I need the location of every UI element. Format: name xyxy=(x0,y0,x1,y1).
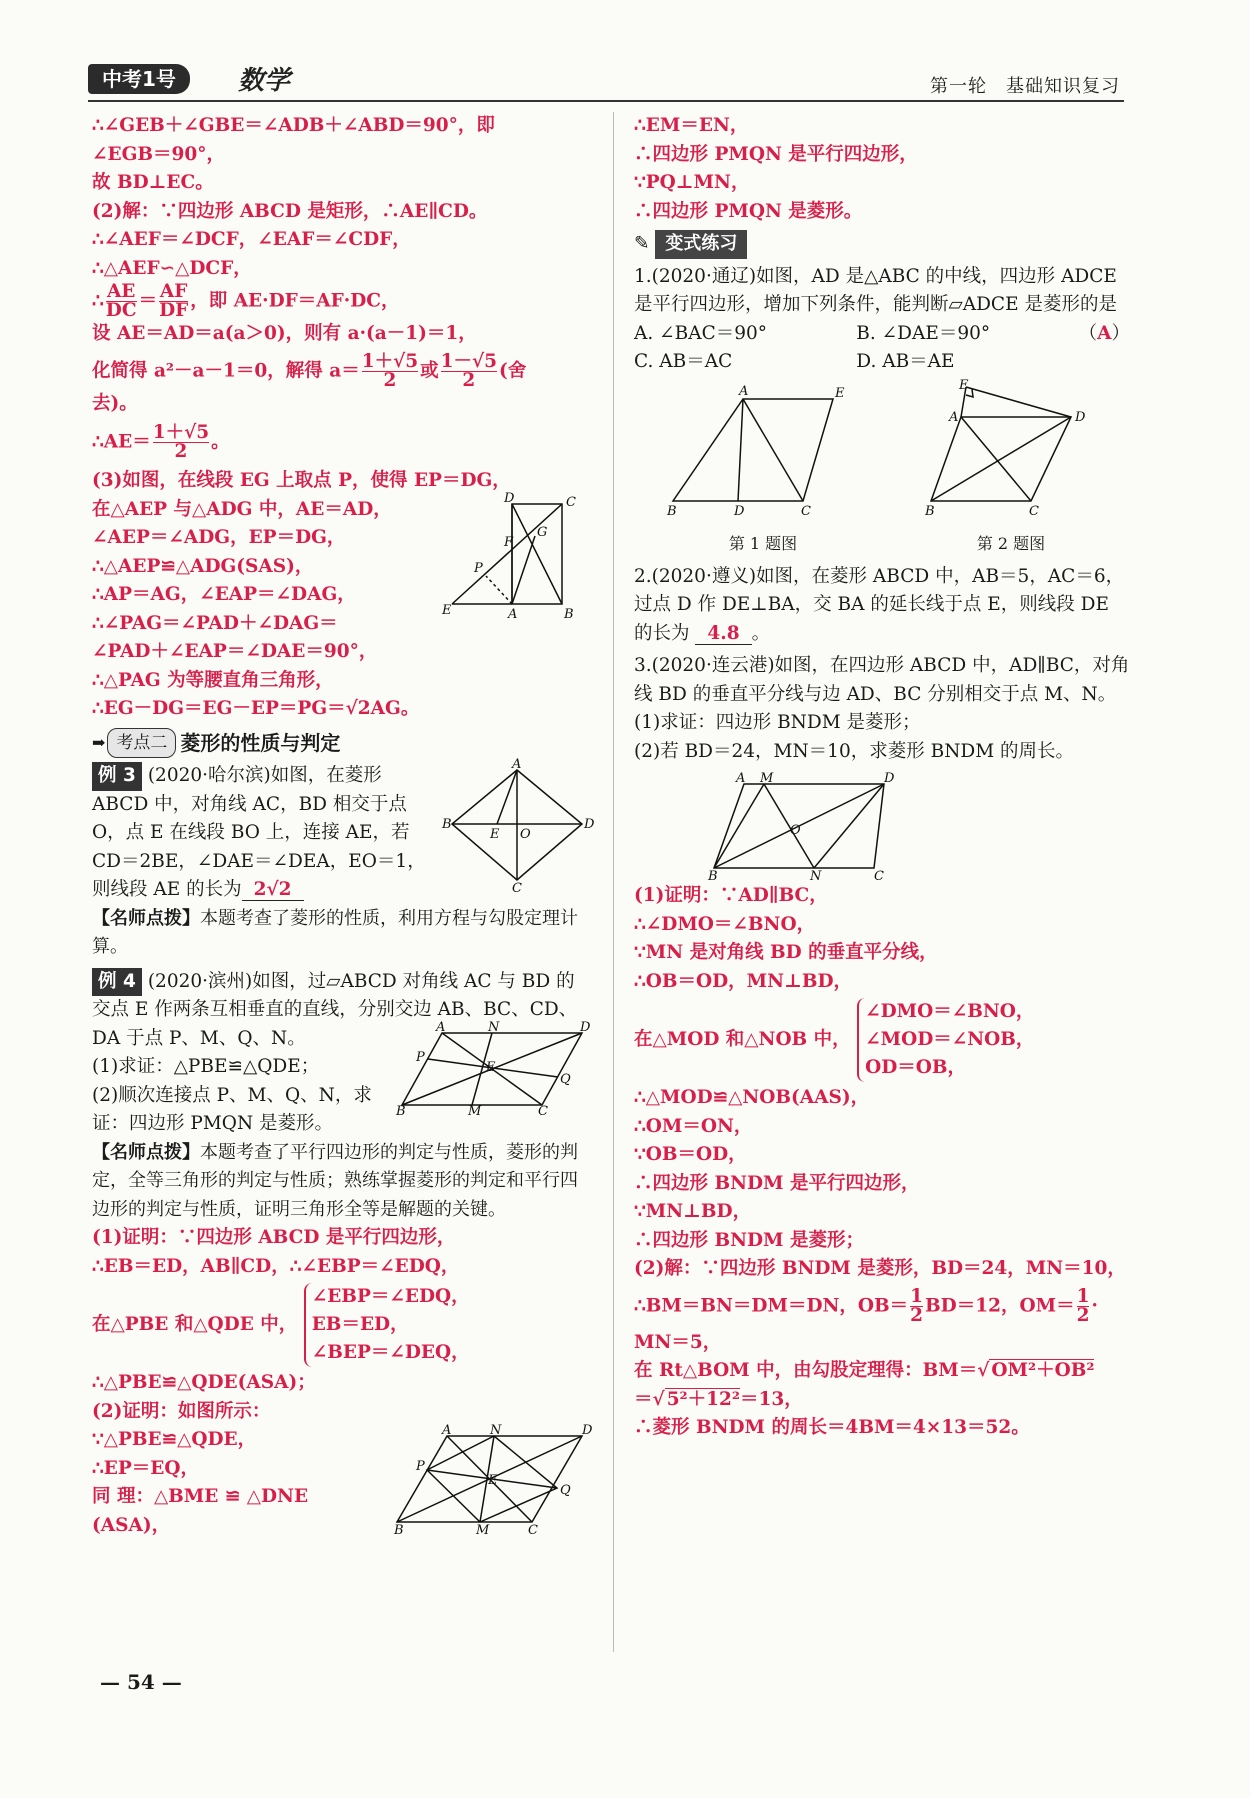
solution-line: (3)如图，在线段 EG 上取点 P，使得 EP＝DG， xyxy=(92,470,511,491)
svg-text:C: C xyxy=(1029,503,1039,519)
solution-line: 同 理：△BME ≌ △DNE xyxy=(92,1486,309,1507)
subject-title: 数学 xyxy=(238,66,291,96)
solution-line: ∴OM＝ON， xyxy=(634,1115,753,1137)
solution-line: 在 Rt△BOM 中，由勾股定理得：BM＝√ OM²＋OB² xyxy=(634,1360,1095,1381)
svg-text:E: E xyxy=(486,1059,496,1075)
question-3 xyxy=(634,652,1130,766)
svg-text:M: M xyxy=(468,1103,482,1119)
svg-text:B: B xyxy=(394,1523,404,1538)
example-tag: 例 3 xyxy=(92,762,142,791)
solution-line: ∵MN 是对角线 BD 的垂直平分线， xyxy=(634,942,938,963)
solution-line: 在△AEP 与△ADG 中，AE＝AD， xyxy=(92,498,392,520)
svg-text:O: O xyxy=(790,823,801,838)
book-badge: 中考1号 xyxy=(88,64,190,94)
rhombus-proof-figure xyxy=(392,1423,593,1538)
solution-line: ∴AP＝AG，∠EAP＝∠DAG， xyxy=(92,584,356,605)
svg-text:C: C xyxy=(538,1103,548,1119)
option-a: A. ∠BAC＝90° xyxy=(634,322,768,344)
svg-text:D: D xyxy=(584,817,595,832)
svg-text:E: E xyxy=(490,827,500,842)
answer-bracket: （A） xyxy=(1078,322,1130,344)
tip-box: 【名师点拨】本题考查了平行四边形的判定与性质，菱形的判定，全等三角形的判定与性质；熟练掌握菱形的判定和平行四边形的判定与性质，证明三角形全等是解题的关键。 xyxy=(92,1141,578,1220)
svg-text:E: E xyxy=(442,602,452,618)
svg-text:M: M xyxy=(760,771,774,786)
practice-heading xyxy=(634,230,1130,259)
figure-1 xyxy=(663,381,863,559)
svg-text:E: E xyxy=(835,385,845,401)
svg-text:B: B xyxy=(708,869,718,884)
svg-text:D: D xyxy=(582,1423,593,1438)
pencil-icon: ➡ xyxy=(92,732,106,752)
solution-line: MN＝5， xyxy=(634,1331,722,1353)
solution-line: ∴四边形 PMQN 是菱形。 xyxy=(634,200,863,222)
svg-text:D: D xyxy=(1075,409,1086,425)
svg-text:M: M xyxy=(476,1523,490,1538)
figure-1-diagram xyxy=(663,381,863,521)
column-divider xyxy=(613,112,614,1652)
right-column xyxy=(634,112,1130,1443)
solution-line: ∴EM＝EN， xyxy=(634,115,749,136)
solution-line: 故 BD⊥EC。 xyxy=(92,172,214,193)
svg-text:A: A xyxy=(436,1019,446,1035)
svg-text:P: P xyxy=(416,1459,425,1474)
example-tag: 例 4 xyxy=(92,968,142,997)
svg-text:D: D xyxy=(734,503,745,519)
question-2: 2.(2020·遵义)如图，在菱形 ABCD 中，AB＝5，AC＝6，过点 D 作 DE⊥BA，交 BA 的延长线于点 E，则线段 DE 的长为 4.8 。 xyxy=(634,565,1125,644)
svg-text:D: D xyxy=(884,771,895,786)
svg-text:O: O xyxy=(520,827,531,842)
topic-title: 菱形的性质与判定 xyxy=(180,730,341,755)
svg-text:A: A xyxy=(512,757,522,772)
question-text: 2.(2020·遵义)如图，在菱形 ABCD 中，AB＝5，AC＝6，过点 D 作 DE⊥BA，交 BA 的延长线于点 E，则线段 DE 的长为 xyxy=(634,565,1125,644)
svg-text:P: P xyxy=(474,560,483,576)
question-part: (2)若 BD＝24，MN＝10，求菱形 BNDM 的周长。 xyxy=(634,740,1075,762)
solution-line: 设 AE＝AD＝a(a＞0)，则有 a·(a－1)＝1， xyxy=(92,323,477,344)
svg-text:N: N xyxy=(488,1019,500,1035)
svg-text:B: B xyxy=(442,817,452,832)
solution-line: (2)解：∵四边形 BNDM 是菱形，BD＝24，MN＝10， xyxy=(634,1258,1126,1279)
svg-text:A: A xyxy=(508,606,518,622)
svg-text:C: C xyxy=(874,869,884,884)
solution-line: (1)证明：∵AD∥BC， xyxy=(634,885,828,906)
options xyxy=(634,320,1079,377)
example-4 xyxy=(92,968,592,1139)
section-title: 第一轮 基础知识复习 xyxy=(930,76,1120,97)
solution-line: ∴四边形 PMQN 是平行四边形， xyxy=(634,143,918,165)
svg-text:A: A xyxy=(739,383,749,399)
svg-text:D: D xyxy=(580,1019,591,1035)
solution-line: ∴ $\frac{AE}{DC}$ ＝ $\frac{AF}{DF}$ ，即 AE·DF＝AF·DC， xyxy=(92,281,400,321)
figure-2-diagram xyxy=(921,377,1101,521)
rhombus-figure xyxy=(442,757,595,896)
solution-system: 在△MOD 和△NOB 中， ∠DMO＝∠BNO， ∠MOD＝∠NOB， OD＝OB， xyxy=(634,998,1130,1082)
solution-line: ∠PAD＋∠EAP＝∠DAE＝90°， xyxy=(92,641,378,662)
example-text: (2020·哈尔滨)如图，在菱形 ABCD 中，对角线 AC，BD 相交于点 O，点 E 在线段 BO 上，连接 AE，若 CD＝2BE，∠DAE＝∠DEA，EO＝1，则线段 AE 的长为 xyxy=(92,765,426,900)
svg-text:E: E xyxy=(488,1473,498,1488)
solution-line: (1)证明：∵四边形 ABCD 是平行四边形， xyxy=(92,1227,456,1248)
option-c: C. AB＝AC xyxy=(634,351,733,372)
figures-row xyxy=(634,377,1130,559)
page-header xyxy=(88,58,1124,102)
option-d: D. AB＝AE xyxy=(856,351,955,372)
question-text: 1.(2020·通辽)如图，AD 是△ABC 的中线，四边形 ADCE 是平行四边形，增加下列条件，能判断▱ADCE 是菱形的是 xyxy=(634,265,1117,315)
question-1 xyxy=(634,263,1130,377)
solution-line: ∴∠AEF＝∠DCF，∠EAF＝∠CDF， xyxy=(92,229,411,250)
svg-text:Q: Q xyxy=(560,1483,571,1498)
figure-3-diagram xyxy=(704,772,904,882)
left-column xyxy=(92,112,595,1540)
figure-caption: 第 1 题图 xyxy=(728,534,798,553)
tip-box: 【名师点拨】本题考查了菱形的性质，利用方程与勾股定理计算。 xyxy=(92,907,578,957)
figure-2 xyxy=(921,377,1101,559)
svg-text:N: N xyxy=(810,869,822,884)
practice-title: 变式练习 xyxy=(655,230,747,259)
page-number: — 54 — xyxy=(100,1670,182,1694)
solution-line: ∴EP＝EQ， xyxy=(92,1457,199,1479)
solution-line: ∴EB＝ED，AB∥CD，∴∠EBP＝∠EDQ， xyxy=(92,1255,460,1277)
solution-line: ∴△PBE≌△QDE(ASA)； xyxy=(92,1372,316,1393)
solution-line: ∵OB＝OD， xyxy=(634,1144,747,1165)
svg-text:A: A xyxy=(736,771,746,786)
question-text: 3.(2020·连云港)如图，在四边形 ABCD 中，AD∥BC，对角线 BD 的垂直平分线与边 AD、BC 分别相交于点 M、N。 xyxy=(634,655,1130,705)
solution-line: 化简得 a²－a－1＝0，解得 a＝ $\frac{1+√5}{2}$ 或 $\frac{1-√5}{2}$ (舍 xyxy=(92,350,527,391)
solution-line: 去)。 xyxy=(92,392,138,414)
part3-block xyxy=(92,490,592,724)
solution-line: ∴∠DMO＝∠BNO， xyxy=(634,913,816,935)
part2-block xyxy=(92,1423,593,1540)
solution-line: (ASA)， xyxy=(92,1514,171,1536)
solution-line: (2)解：∵四边形 ABCD 是矩形，∴AE∥CD。 xyxy=(92,200,488,222)
topic-heading xyxy=(92,728,592,759)
rectangle-figure xyxy=(442,490,592,622)
svg-text:C: C xyxy=(528,1523,538,1538)
solution-line: ∠AEP＝∠ADG，EP＝DG， xyxy=(92,527,346,548)
solution-line: ∴△MOD≌△NOB(AAS)， xyxy=(634,1087,870,1108)
svg-text:F: F xyxy=(504,534,514,550)
solution-line: ∴AE＝ $\frac{1+√5}{2}$ 。 xyxy=(92,422,230,462)
svg-text:B: B xyxy=(925,503,935,519)
svg-text:C: C xyxy=(566,494,576,510)
solution-line: ∵MN⊥BD， xyxy=(634,1201,752,1222)
question-part: (1)求证：四边形 BNDM 是菱形； xyxy=(634,712,921,733)
question-part: (2)顺次连接点 P、M、Q、N，求证：四边形 PMQN 是菱形。 xyxy=(92,1084,372,1134)
solution-line: ∴△PAG 为等腰直角三角形， xyxy=(92,669,334,691)
parallelogram-figure xyxy=(392,1019,592,1119)
svg-text:D: D xyxy=(504,490,515,506)
svg-text:A: A xyxy=(949,409,959,425)
solution-line: ∴OB＝OD，MN⊥BD， xyxy=(634,970,853,992)
svg-text:N: N xyxy=(490,1423,502,1438)
example-3 xyxy=(92,757,595,905)
svg-text:B: B xyxy=(396,1103,406,1119)
topic-tag: 考点二 xyxy=(107,728,176,759)
solution-line: ∴BM＝BN＝DM＝DN，OB＝ $\frac{1}{2}$ BD＝12，OM＝ $\frac{1}{2}$ · xyxy=(634,1285,1098,1326)
option-b: B. ∠DAE＝90° xyxy=(856,322,991,344)
solution-line: ∴∠PAG＝∠PAD＋∠DAG＝ xyxy=(92,612,338,634)
svg-text:B: B xyxy=(667,503,677,519)
answer-blank: 2√2 xyxy=(242,879,304,901)
solution-line: (2)证明：如图所示： xyxy=(92,1400,271,1422)
svg-text:B: B xyxy=(564,606,574,622)
pencil-icon: ✎ xyxy=(634,233,650,254)
svg-text:C: C xyxy=(512,881,522,896)
solution-line: ∠EGB＝90°， xyxy=(92,143,226,165)
solution-line: ∵△PBE≌△QDE， xyxy=(92,1429,257,1450)
svg-text:E: E xyxy=(959,377,969,393)
solution-line: ∴△AEF∽△DCF， xyxy=(92,257,252,279)
solution-system: 在△PBE 和△QDE 中， ∠EBP＝∠EDQ， EB＝ED， ∠BEP＝∠DEQ， xyxy=(92,1283,592,1367)
svg-text:Q: Q xyxy=(560,1071,571,1087)
solution-line: ∵PQ⊥MN， xyxy=(634,172,750,193)
solution-line: ∴四边形 BNDM 是平行四边形， xyxy=(634,1172,920,1194)
solution-line: ＝√ 5²＋12²＝13， xyxy=(634,1388,803,1410)
answer-blank: 4.8 xyxy=(695,623,751,645)
solution-line: ∴△AEP≌△ADG(SAS)， xyxy=(92,555,314,577)
svg-text:G: G xyxy=(537,524,548,540)
svg-text:C: C xyxy=(801,503,811,519)
svg-text:P: P xyxy=(416,1049,425,1065)
solution-line: ∴∠GEB＋∠GBE＝∠ADB＋∠ABD＝90°，即 xyxy=(92,115,495,136)
question-part: (1)求证：△PBE≌△QDE； xyxy=(92,1056,320,1077)
solution-line: ∴四边形 BNDM 是菱形； xyxy=(634,1229,864,1251)
svg-text:A: A xyxy=(442,1423,452,1438)
figure-caption: 第 2 题图 xyxy=(976,534,1046,553)
solution-line: ∴菱形 BNDM 的周长＝4BM＝4×13＝52。 xyxy=(634,1417,1030,1438)
example-text: (2020·滨州)如图，过▱ABCD 对角线 AC 与 BD 的交点 E 作两条互相垂直的直线，分别交边 AB、BC、CD、DA 于点 P、M、Q、N。 xyxy=(92,970,578,1049)
solution-line: ∴EG－DG＝EG－EP＝PG＝√2AG。 xyxy=(92,698,420,719)
